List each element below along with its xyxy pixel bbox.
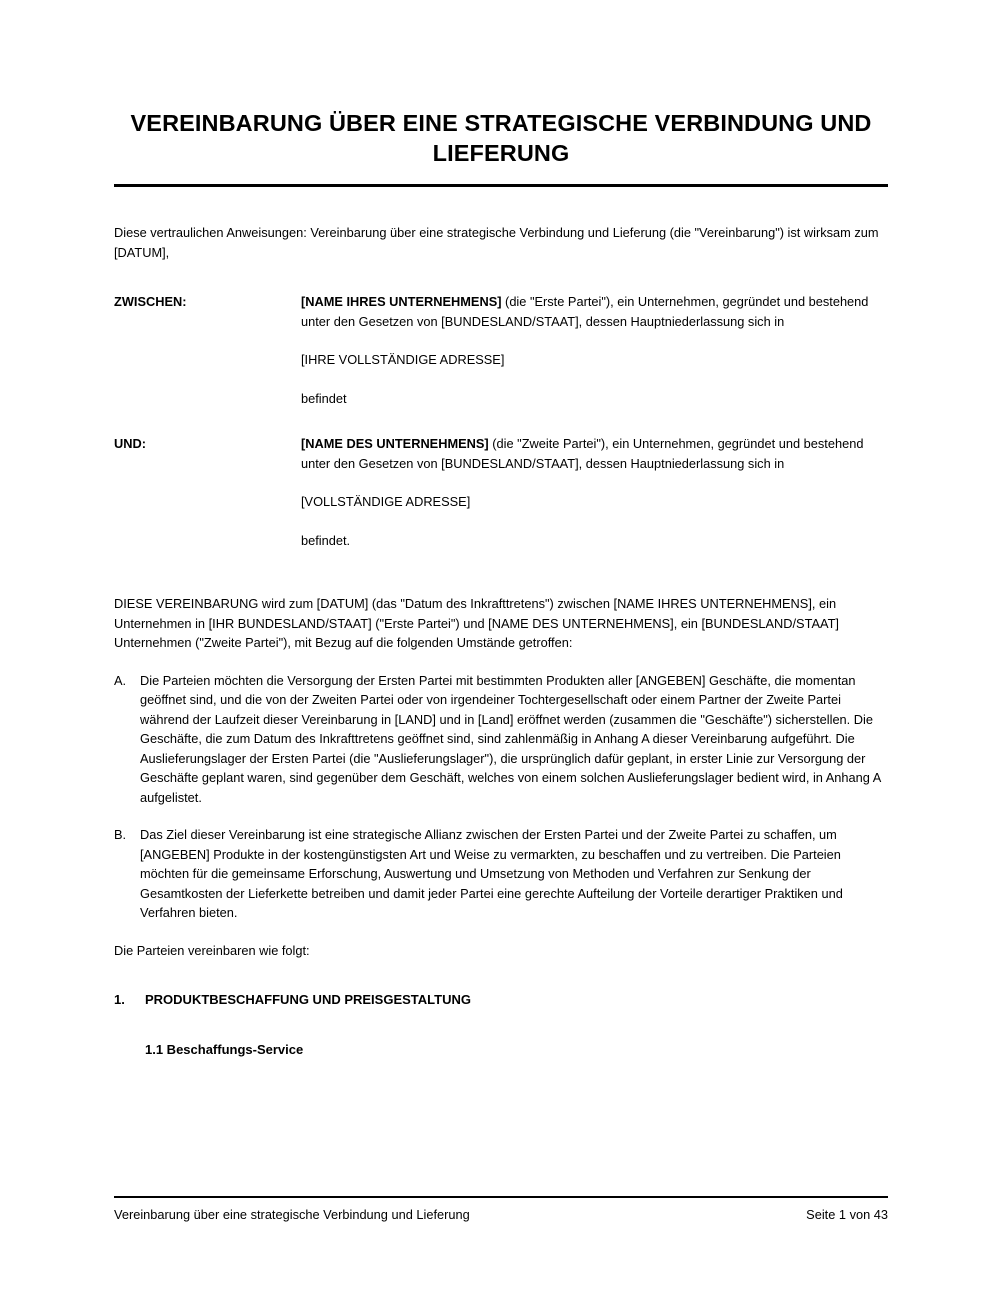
agreement-line: Die Parteien vereinbaren wie folgt: [114, 942, 310, 958]
footer-document-name: Vereinbarung über eine strategische Verbindung und Lieferung [114, 1207, 470, 1222]
recital-item-a [114, 671, 888, 808]
recital-item-b [114, 825, 888, 923]
page-footer [114, 1196, 888, 1224]
spacer [114, 923, 888, 941]
page-title: VEREINBARUNG ÜBER EINE STRATEGISCHE VERBINDUNG UND LIEFERUNG [130, 110, 872, 166]
party-label-zwischen: ZWISCHEN: [114, 294, 187, 309]
recital-marker-a: A. [114, 672, 127, 688]
party-description-first [301, 292, 888, 331]
spacer [114, 653, 888, 671]
section-number-1: 1. [114, 992, 125, 1007]
subsection-heading-1-1: 1.1 Beschaffungs-Service [145, 1041, 304, 1057]
party-name-second: [NAME DES UNTERNEHMENS] [301, 436, 489, 451]
footer-row [114, 1198, 888, 1224]
spacer [114, 262, 888, 292]
party-body-first [301, 292, 888, 408]
recitals-intro-paragraph: DIESE VEREINBARUNG wird zum [DATUM] (das "Datum des Inkrafttretens") zwischen [NAME IHRES UNTERNEHMENS], ein Unternehmen in [IHR BUNDESLAND/STAAT] ("Erste Partei") und [NAME DES UNTERNEHMENS], ein [BUNDESLAND/STAAT] Unternehmen ("Zweite Partei"), mit Bezug auf die folgenden Umstände getroffen: [114, 596, 839, 650]
party-address-second: [VOLLSTÄNDIGE ADRESSE] [301, 494, 471, 509]
spacer [114, 550, 888, 594]
party-block-first [114, 292, 888, 408]
intro-paragraph: Diese vertraulichen Anweisungen: Vereinbarung über eine strategische Verbindung und Lieferung (die "Vereinbarung") ist wirksam zum [DATUM], [114, 225, 879, 260]
recital-text-a: Die Parteien möchten die Versorgung der Ersten Partei mit bestimmten Produkten aller [ANGEBEN] Geschäfte, die momentan geöffnet sind, und die von der Zweiten Partei oder von irgendeiner Tochtergesellschaft oder einem Partner der Zweite Partei während der Laufzeit dieser Vereinbarung in [LAND] und in [Land] eröffnet werden (zusammen die "Geschäfte") sicherstellen. Die Geschäfte, die zum Datum des Inkrafttretens geöffnet sind, sind zahlenmäßig in Anhang A dieser Vereinbarung aufgeführt. Die Auslieferungslager der Ersten Partei (die "Auslieferungslager"), die ursprünglich dafür geplant, in erster Linie zur Versorgung der Geschäfte geplant waren, sind gegenüber dem Geschäft, welches von einem solchen Auslieferungslager bedient wird, in Anhang A aufgelistet. [140, 672, 881, 805]
party-block-second [114, 434, 888, 550]
spacer [114, 807, 888, 825]
recital-marker-b: B. [114, 827, 127, 842]
party-closing-first: befindet [301, 390, 347, 406]
spacer [114, 187, 888, 223]
document-content [114, 0, 888, 1059]
party-label-und: UND: [114, 436, 146, 451]
recital-text-b: Das Ziel dieser Vereinbarung ist eine strategische Allianz zwischen der Ersten Partei und der Zweite Partei zu schaffen, um [ANGEBEN] Produkte in der kostengünstigsten Art und Weise zu vermarkten, zu beschaffen und zu vertreiben. Die Parteien möchten für die gemeinsame Erforschung, Auswertung und Umsetzung von Methoden und Verfahren zur Senkung der Gesamtkosten der Lieferkette betreiben und damit jeder Partei eine gerechte Aufteilung der Vorteile derartiger Praktiken und Verfahren bieten. [140, 827, 843, 920]
spacer [114, 1010, 888, 1040]
footer-page-number: Seite 1 von 43 [806, 1207, 888, 1222]
section-title-1: PRODUKTBESCHAFFUNG UND PREISGESTALTUNG [145, 992, 471, 1007]
party-description-text-first: (die "Erste Partei"), ein Unternehmen, gegründet und bestehend unter den Gesetzen von [BUNDESLAND/STAAT], dessen Hauptniederlassung sich in [301, 294, 869, 329]
section-heading-1 [114, 990, 888, 1010]
spacer [114, 960, 888, 990]
party-closing-second: befindet. [301, 532, 351, 548]
party-description-text-second: (die "Zweite Partei"), ein Unternehmen, gegründet und bestehend unter den Gesetzen von [BUNDESLAND/STAAT], dessen Hauptniederlassung sich in [301, 436, 864, 471]
party-body-second [301, 434, 888, 550]
party-address-first: [IHRE VOLLSTÄNDIGE ADRESSE] [301, 352, 505, 367]
party-description-second [301, 434, 888, 473]
spacer [114, 408, 888, 434]
party-name-first: [NAME IHRES UNTERNEHMENS] [301, 294, 502, 309]
